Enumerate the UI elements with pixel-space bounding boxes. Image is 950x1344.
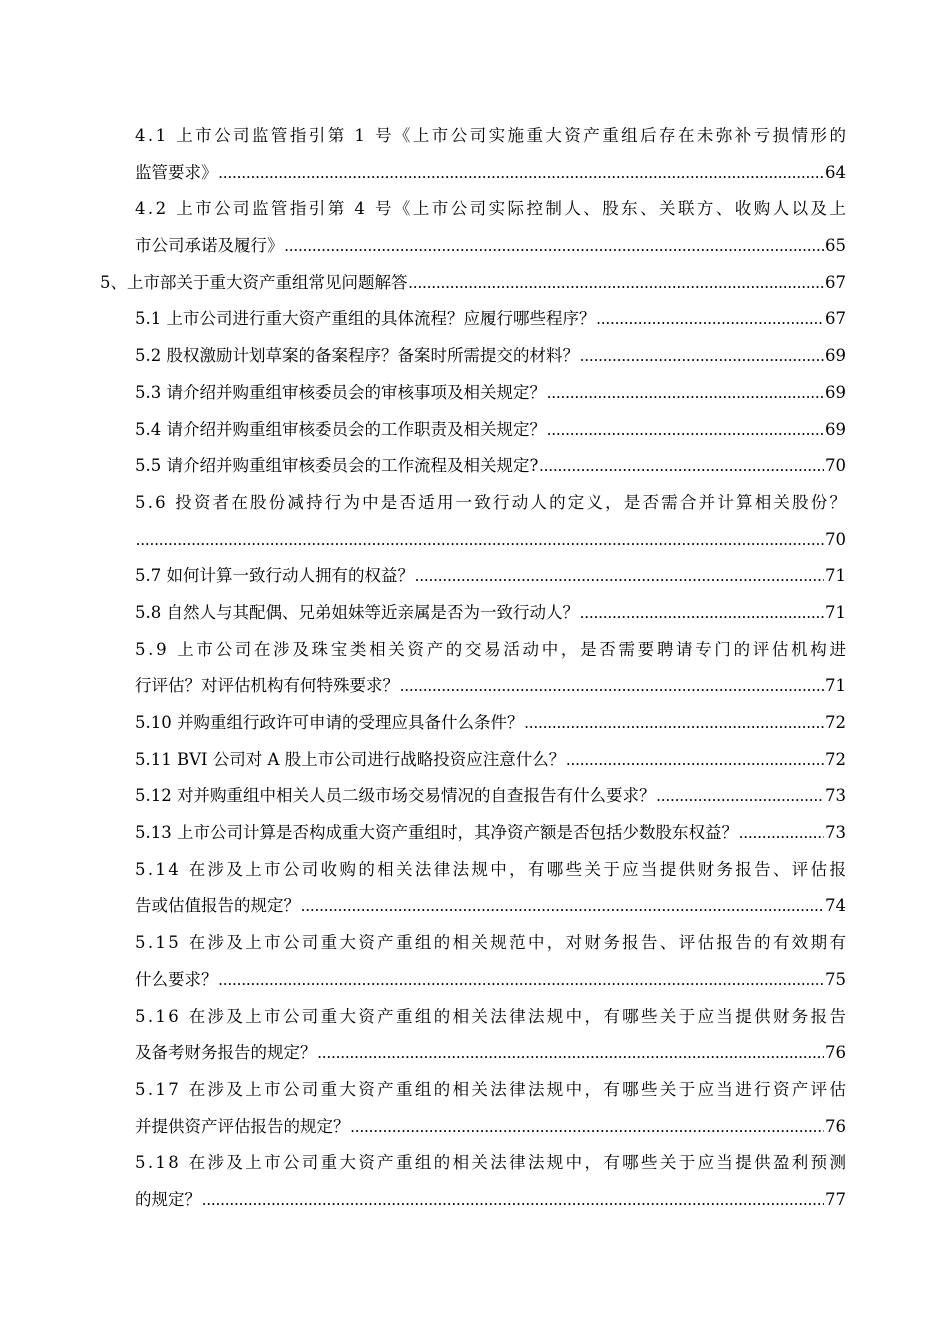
toc-page-number: 70: [825, 529, 846, 549]
toc-page-number: 75: [825, 969, 846, 989]
toc-entry-title: 并提供资产评估报告的规定？: [135, 1116, 350, 1136]
toc-entry-line: [0, 852, 849, 889]
toc-dot-leader: [351, 1109, 825, 1146]
toc-dot-leader: [285, 228, 825, 265]
toc-entry-line: [0, 118, 849, 155]
toc-page-number: 69: [825, 382, 846, 402]
toc-page-number: 76: [825, 1116, 846, 1136]
toc-entry-title: 监管要求》: [135, 162, 218, 182]
toc-entry-title: 5.17 在涉及上市公司重大资产重组的相关法律法规中，有哪些关于应当进行资产评估: [135, 1079, 849, 1099]
toc-dot-leader: [739, 815, 824, 852]
toc-entry-line: [0, 228, 846, 265]
toc-entry[interactable]: [0, 1072, 950, 1145]
toc-entry-line: [0, 778, 846, 815]
toc-entry-title: 5.15 在涉及上市公司重大资产重组的相关规范中，对财务报告、评估报告的有效期有: [135, 933, 849, 953]
toc-entry[interactable]: [0, 558, 950, 595]
toc-page-number: 76: [825, 1043, 846, 1063]
toc-dot-leader: [318, 1035, 825, 1072]
toc-dot-leader: [409, 265, 825, 302]
toc-entry[interactable]: [0, 265, 950, 302]
toc-dot-leader: [580, 338, 824, 375]
toc-entry-title: 5.11 BVI 公司对 A 股上市公司进行战略投资应注意什么？: [135, 749, 566, 769]
toc-entry-line: [0, 558, 846, 595]
toc-entry[interactable]: [0, 999, 950, 1072]
toc-page-number: 67: [825, 272, 846, 292]
toc-entry-title: 5.12 对并购重组中相关人员二级市场交易情况的自查报告有什么要求？: [135, 786, 656, 806]
toc-entry-title: 5.8 自然人与其配偶、兄弟姐妹等近亲属是否为一致行动人？: [135, 602, 579, 622]
toc-entry-line: [0, 265, 846, 302]
toc-entry[interactable]: [0, 118, 950, 191]
toc-entry[interactable]: [0, 338, 950, 375]
toc-entry-title: 5.14 在涉及上市公司收购的相关法律法规中，有哪些关于应当提供财务报告、评估报: [135, 859, 849, 879]
toc-entry-line: [0, 412, 846, 449]
toc-dot-leader: [597, 301, 825, 338]
toc-entry-line: [0, 925, 849, 962]
toc-entry-line: [0, 1072, 849, 1109]
toc-entry-title: 什么要求？: [135, 969, 218, 989]
toc-entry[interactable]: [0, 632, 950, 705]
toc-entry-title: 5.13 上市公司计算是否构成重大资产重组时，其净资产额是否包括少数股东权益？: [135, 823, 738, 843]
toc-page-number: 77: [825, 1189, 846, 1209]
toc-entry-title: 5.3 请介绍并购重组审核委员会的审核事项及相关规定？: [135, 382, 546, 402]
toc-entry[interactable]: [0, 595, 950, 632]
toc-entry-title: 4.2 上市公司监管指引第 4 号《上市公司实际控制人、股东、关联方、收购人以及上: [135, 199, 849, 219]
toc-entry-line: [0, 888, 846, 925]
toc-dot-leader: [301, 888, 824, 925]
toc-entry[interactable]: [0, 852, 950, 925]
toc-entry-title: 上市部关于重大资产重组常见问题解答: [127, 272, 408, 292]
toc-entry-line: [0, 1145, 849, 1182]
toc-entry-line: [0, 1109, 846, 1146]
toc-entry-number: 5、: [100, 272, 127, 292]
toc-entry-title: 5.4 请介绍并购重组审核委员会的工作职责及相关规定？: [135, 419, 546, 439]
toc-entry[interactable]: [0, 375, 950, 412]
toc-entry-title: 5.10 并购重组行政许可申请的受理应具备什么条件？: [135, 713, 524, 732]
toc-dot-leader: [219, 155, 825, 192]
toc-entry-line: [0, 155, 846, 192]
toc-entry-title: 5.6 投资者在股份减持行为中是否适用一致行动人的定义，是否需合并计算相关股份？: [135, 492, 849, 512]
table-of-contents: [0, 118, 950, 1219]
toc-page-number: 71: [825, 602, 846, 622]
toc-entry-title: 5.9 上市公司在涉及珠宝类相关资产的交易活动中，是否需要聘请专门的评估机构进: [135, 639, 849, 659]
toc-entry-title: 5.2 股权激励计划草案的备案程序？备案时所需提交的材料？: [135, 346, 579, 366]
toc-entry-line: [0, 1035, 846, 1072]
toc-entry-title: 市公司承诺及履行》: [135, 236, 284, 256]
toc-entry-line: [0, 632, 849, 669]
toc-page-number: 70: [825, 456, 846, 476]
toc-entry-line: [0, 375, 846, 412]
toc-page-number: 74: [825, 896, 846, 916]
toc-dot-leader: [400, 668, 824, 705]
toc-page-number: 72: [825, 713, 846, 732]
toc-entry-line: [0, 742, 846, 779]
toc-dot-leader: [415, 558, 824, 595]
toc-page-number: 65: [825, 236, 846, 256]
toc-page-number: 71: [825, 566, 846, 586]
toc-entry-line: [0, 338, 846, 375]
toc-dot-leader: [566, 742, 824, 779]
toc-dot-leader: [656, 778, 824, 815]
toc-entry[interactable]: [0, 191, 950, 264]
toc-entry-line: [0, 485, 849, 522]
toc-entry[interactable]: [0, 448, 950, 485]
toc-dot-leader: [202, 1182, 824, 1219]
toc-dot-leader: [539, 448, 824, 485]
toc-dot-leader: [136, 522, 824, 559]
toc-entry-line: [0, 815, 846, 852]
toc-page-number: 72: [825, 749, 846, 769]
toc-entry-line: [0, 705, 846, 742]
toc-entry[interactable]: [0, 778, 950, 815]
toc-entry-title: 告或估值报告的规定？: [135, 896, 300, 916]
toc-page-number: 73: [825, 786, 846, 806]
toc-entry-line: [0, 191, 849, 228]
toc-entry[interactable]: [0, 301, 950, 338]
toc-page-number: 71: [825, 676, 846, 696]
toc-entry-line: [0, 301, 846, 338]
toc-entry-title: 5.1 上市公司进行重大资产重组的具体流程？应履行哪些程序？: [135, 309, 596, 329]
toc-entry-title: 5.18 在涉及上市公司重大资产重组的相关法律法规中，有哪些关于应当提供盈利预测: [135, 1153, 849, 1173]
toc-entry-title: 5.5 请介绍并购重组审核委员会的工作流程及相关规定?: [135, 456, 539, 476]
toc-dot-leader: [580, 595, 824, 632]
toc-entry-line: [0, 1182, 846, 1219]
toc-entry[interactable]: [0, 1145, 950, 1218]
toc-page-number: 64: [825, 162, 846, 182]
toc-entry[interactable]: [0, 815, 950, 852]
toc-entry-line: [0, 668, 846, 705]
toc-entry[interactable]: [0, 742, 950, 779]
toc-entry[interactable]: [0, 925, 950, 998]
toc-dot-leader: [547, 412, 824, 449]
toc-entry-title: 及备考财务报告的规定？: [135, 1043, 317, 1063]
toc-dot-leader: [547, 375, 824, 412]
toc-entry-title: 5.16 在涉及上市公司重大资产重组的相关法律法规中，有哪些关于应当提供财务报告: [135, 1006, 849, 1026]
toc-entry-title: 的规定？: [135, 1189, 201, 1209]
toc-entry[interactable]: [0, 705, 950, 742]
toc-entry-line: [0, 962, 846, 999]
toc-entry-title: 行评估？对评估机构有何特殊要求？: [135, 676, 399, 696]
toc-entry-line: [0, 448, 846, 485]
toc-entry-line: [0, 595, 846, 632]
toc-dot-leader: [524, 705, 824, 742]
toc-entry[interactable]: [0, 412, 950, 449]
toc-page-number: 69: [825, 419, 846, 439]
toc-entry-title: 5.7 如何计算一致行动人拥有的权益？: [135, 566, 414, 586]
toc-dot-leader: [219, 962, 825, 999]
toc-page-number: 67: [825, 309, 846, 329]
toc-entry-title: 4.1 上市公司监管指引第 1 号《上市公司实施重大资产重组后存在未弥补亏损情形的: [135, 126, 849, 145]
toc-page-number: 73: [825, 823, 846, 843]
toc-entry[interactable]: [0, 485, 950, 558]
toc-entry-line: [0, 522, 846, 559]
toc-entry-line: [0, 999, 849, 1036]
toc-page-number: 69: [825, 346, 846, 366]
